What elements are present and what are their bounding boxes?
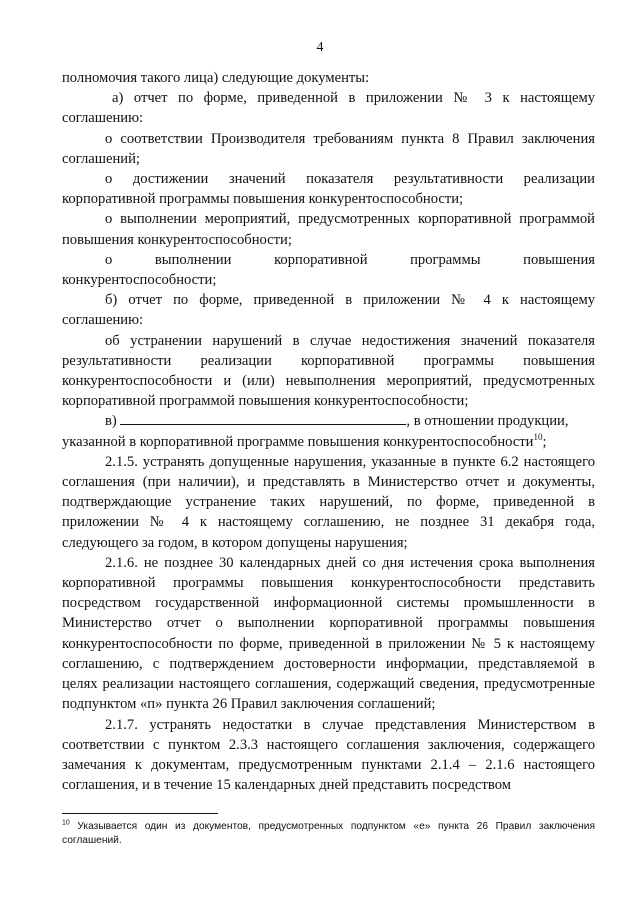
sub-item-elimination-line4: корпоративной программой повышения конкурентоспособности;: [62, 393, 469, 410]
page-number: 4: [316, 40, 324, 55]
clause-2-1-6: 2.1.6. не позднее 30 календарных дней со дня истечения срока выполнения корпоративной программы повышения конкурентоспособности представить посредством государственной информационной системы промышленности в Министерство отчет о выполнении корпоративной программы повышения конкурентоспособности по форме, приведенной в приложении № 5 к настоящему соглашению, с подтверждением достоверности информации, представляемой в целях реализации настоящего соглашения, содержащий сведения, предусмотренные подпунктом «п» пункта 26 Правил заключения соглашений;: [62, 554, 595, 713]
blank-fill-line: [120, 412, 406, 425]
item-a-line1: а) отчет по форме, приведенной в приложении № 3 к настоящему: [112, 90, 595, 107]
sub-item-elimination-line1: об устранении нарушений в случае недостижения значений показателя: [105, 332, 595, 349]
item-b-line2: соглашению:: [62, 312, 144, 329]
sub-item-measures-line1: о выполнении мероприятий, предусмотренных корпоративной программой: [105, 211, 595, 228]
footnote-text: Указывается один из документов, предусмотренных подпунктом «е» пункта 26 Правил заключения соглашений.: [62, 821, 595, 846]
sub-item-achievement-line1: о достижении значений показателя результативности реализации: [105, 171, 595, 188]
clause-2-1-5: 2.1.5. устранять допущенные нарушения, указанные в пункте 6.2 настоящего соглашения (при наличии), и представлять в Министерство отчет и документы, подтверждающие устранение таких нарушений, по форме, приведенной в приложении № 4 к настоящему соглашению, не позднее 31 декабря года, следующего за годом, в котором допущены нарушения;: [62, 453, 595, 551]
sub-item-elimination-line3: конкурентоспособности и (или) невыполнения мероприятий, предусмотренных: [62, 373, 595, 390]
item-v-line1: в) , в отношении продукции,: [105, 413, 569, 430]
sub-item-measures-line2: повышения конкурентоспособности;: [62, 231, 292, 248]
item-v-line2: указанной в корпоративной программе повышения конкурентоспособности$^{10}$;: [62, 431, 547, 450]
clause-2-1-7: 2.1.7. устранять недостатки в случае представления Министерством в соответствии с пунктом 2.3.3 настоящего соглашения заключения, содержащего замечания к документам, предусмотренным пунктами 2.1.4 – 2.1.6 настоящего соглашения, и в течение 15 календарных дней представить посредством: [62, 716, 595, 794]
footnote-divider: [62, 813, 218, 814]
sub-item-execution-line2: конкурентоспособности;: [62, 272, 217, 289]
footnote-ref: 10: [533, 431, 543, 442]
item-a-line2: соглашению:: [62, 110, 144, 127]
footnote-marker: 10: [62, 819, 70, 827]
intro-line: полномочия такого лица) следующие документы:: [62, 70, 370, 86]
sub-item-execution-line1: о выполнении корпоративной программы повышения: [105, 251, 596, 268]
sub-item-compliance-line1: о соответствии Производителя требованиям пункта 8 Правил заключения: [105, 130, 595, 147]
item-b-line1: б) отчет по форме, приведенной в приложении № 4 к настоящему: [105, 292, 595, 309]
footnote: [62, 820, 595, 848]
sub-item-achievement-line2: корпоративной программы повышения конкурентоспособности;: [62, 191, 464, 208]
sub-item-elimination-line2: результативности реализации корпоративной программы повышения: [62, 352, 595, 369]
sub-item-compliance-line2: соглашений;: [62, 150, 140, 167]
document-body: [62, 68, 595, 795]
